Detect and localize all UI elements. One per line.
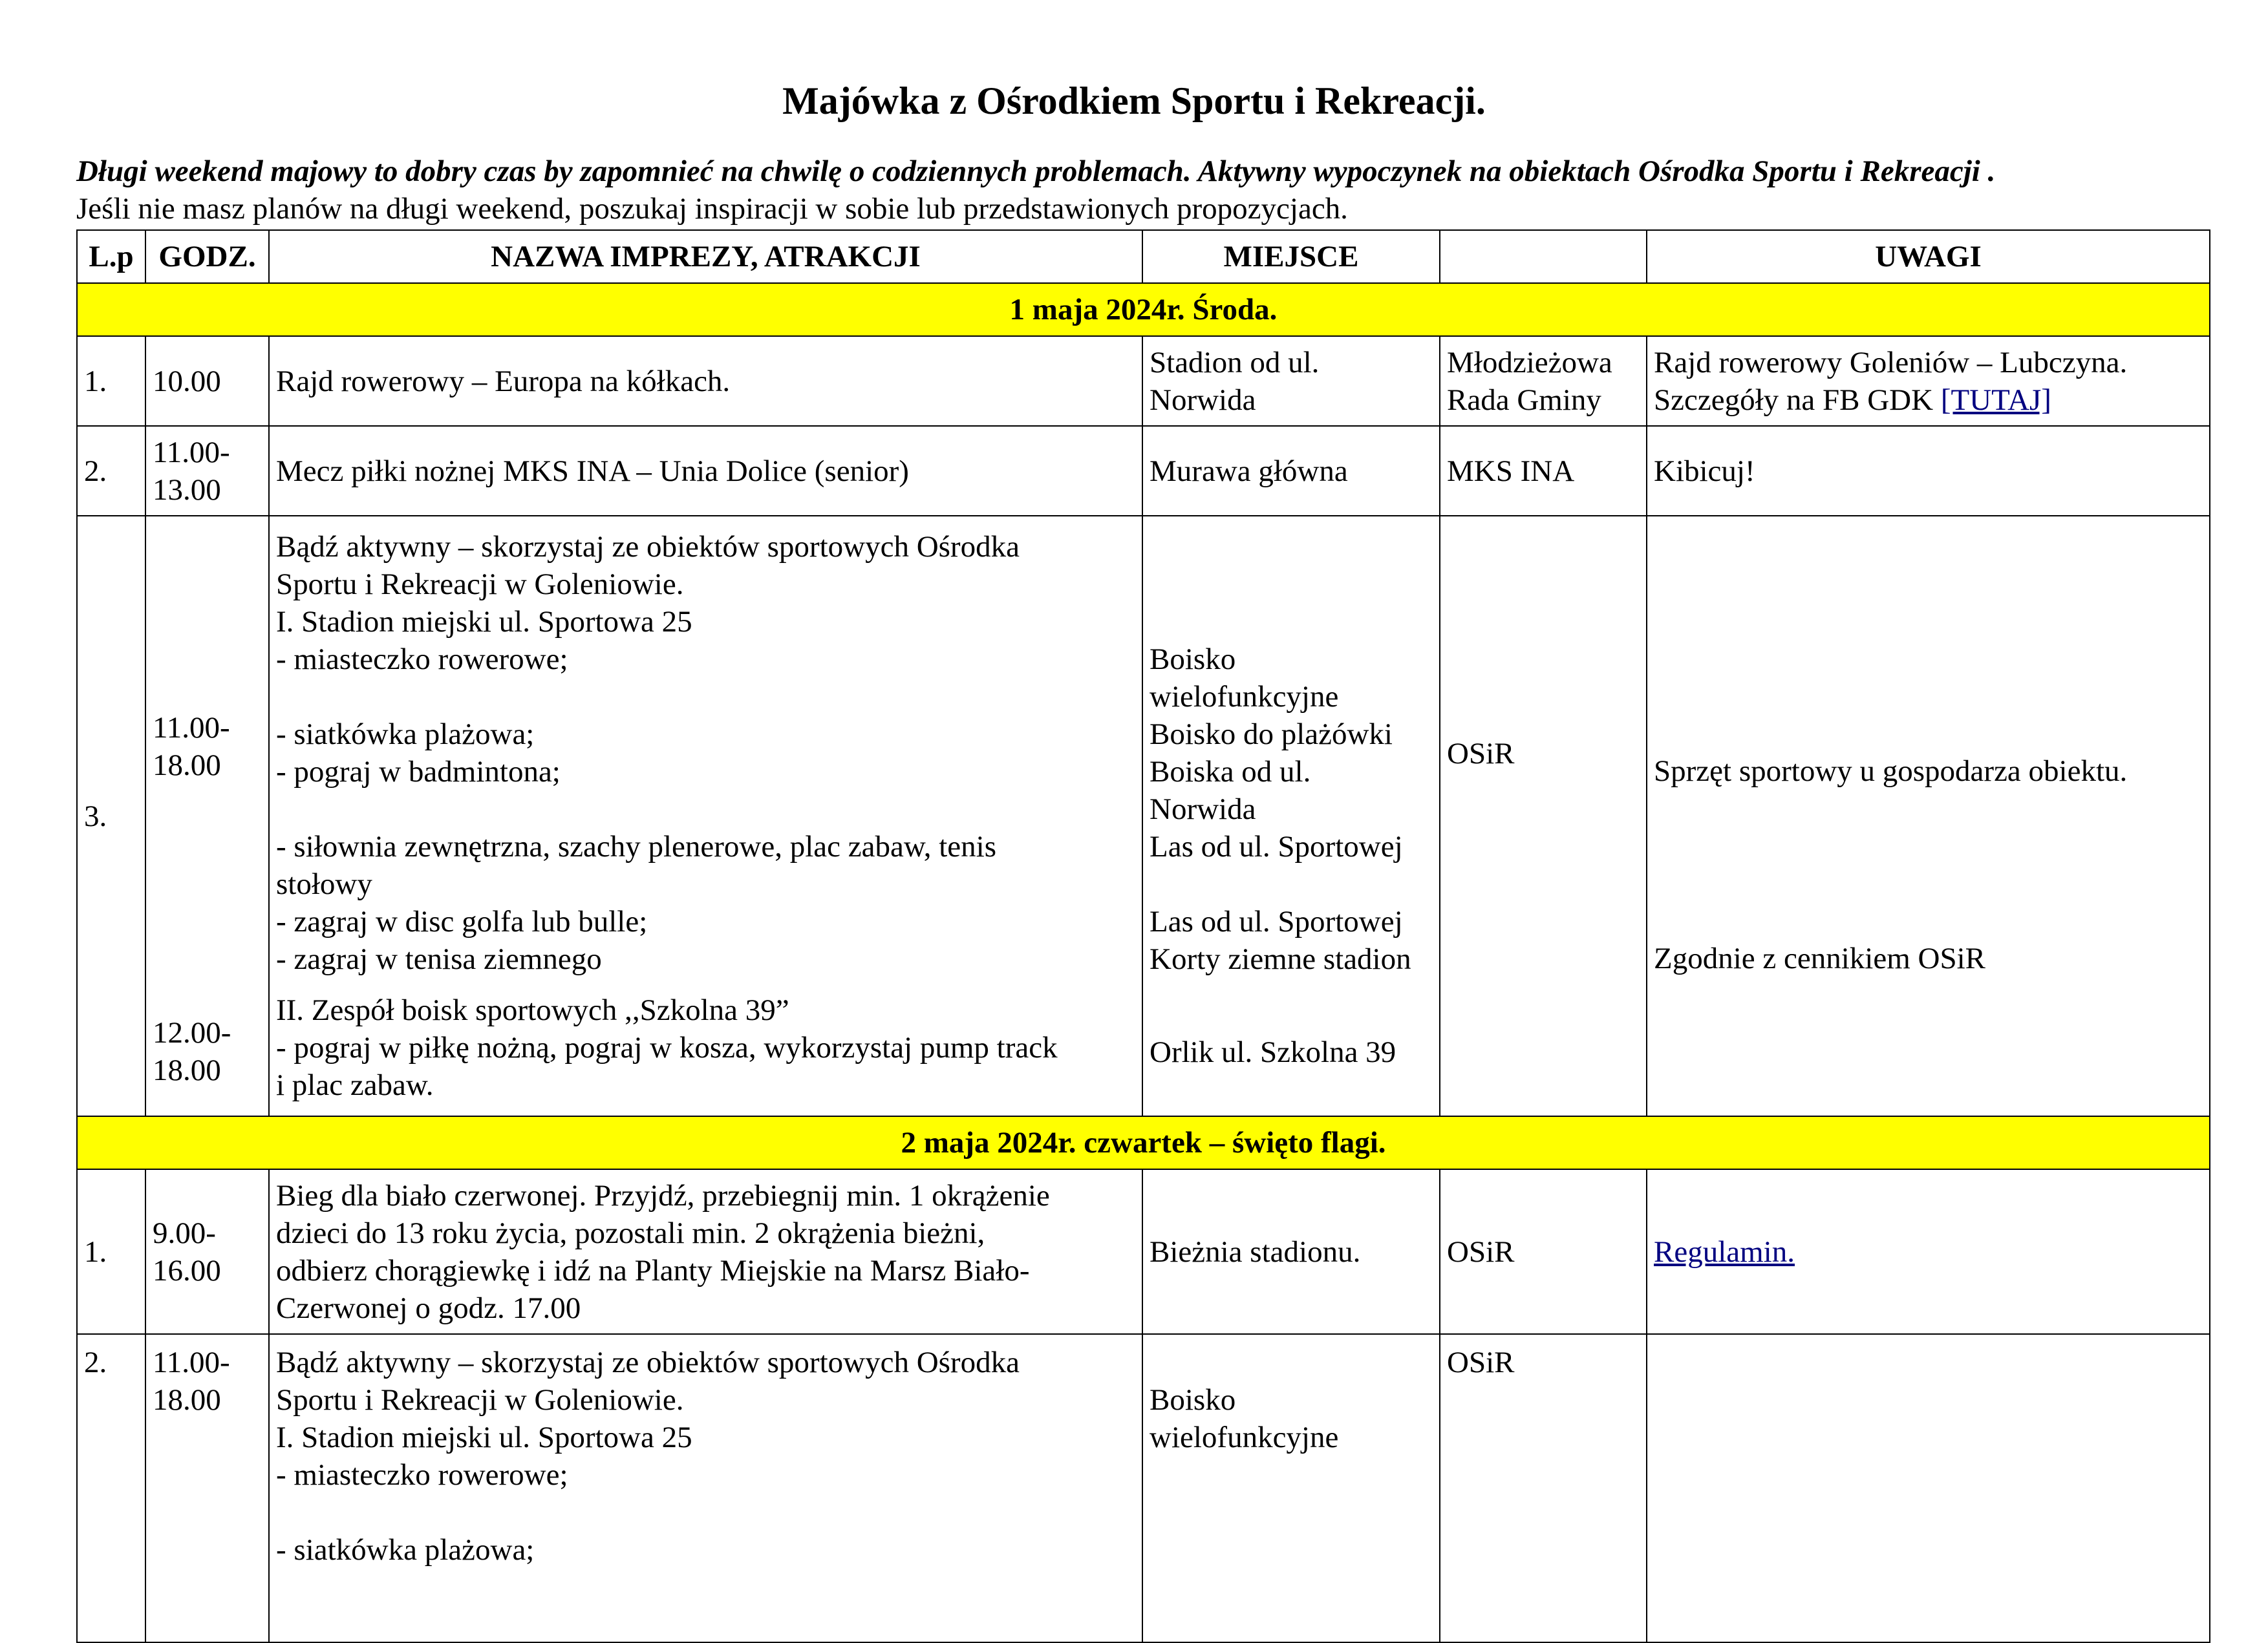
- cell-line: Norwida: [1150, 792, 1256, 826]
- day-row-1: [77, 283, 2210, 336]
- cell-line: dzieci do 13 roku życia, pozostali min. 2 okrążenia bieżni,: [276, 1216, 985, 1250]
- cell-godz: [145, 1169, 269, 1334]
- cell-line: - pograj w piłkę nożną, pograj w kosza, wykorzystaj pump track: [276, 1031, 1058, 1065]
- cell-org: MKS INA: [1440, 426, 1647, 516]
- cell-line: - miasteczko rowerowe;: [276, 642, 568, 676]
- cell-line: 11.00-: [153, 1346, 230, 1379]
- cell-line: odbierz chorągiewkę i idź na Planty Miejskie na Marsz Biało-: [276, 1253, 1030, 1288]
- cell-line: Las od ul. Sportowej: [1150, 830, 1403, 864]
- nazwa-block-b: [276, 991, 1135, 1104]
- cell-line: I. Stadion miejski ul. Sportowa 25: [276, 605, 692, 639]
- day-label: 1 maja 2024r. Środa.: [77, 283, 2210, 336]
- header-miejsce: MIEJSCE: [1142, 230, 1440, 283]
- tutaj-link[interactable]: [TUTAJ]: [1940, 383, 2051, 417]
- cell-line: - siatkówka plażowa;: [276, 1533, 535, 1567]
- cell-nazwa: Rajd rowerowy – Europa na kółkach.: [269, 336, 1142, 426]
- cell-miejsce: [1142, 336, 1440, 426]
- header-lp: L.p: [77, 230, 145, 283]
- cell-org: [1440, 336, 1647, 426]
- header-nazwa: NAZWA IMPREZY, ATRAKCJI: [269, 230, 1142, 283]
- cell-line: 18.00: [153, 748, 221, 782]
- table-row: [77, 426, 2210, 516]
- cell-org: [1440, 516, 1647, 1116]
- cell-org: OSiR: [1440, 1334, 1647, 1642]
- cell-lp: 1.: [77, 336, 145, 426]
- cell-line: OSiR: [1447, 737, 1515, 770]
- cell-line: Rajd rowerowy Goleniów – Lubczyna.: [1654, 345, 2128, 379]
- cell-godz: [145, 1334, 269, 1642]
- cell-nazwa: Mecz piłki nożnej MKS INA – Unia Dolice (senior): [269, 426, 1142, 516]
- cell-line: wielofunkcyjne: [1150, 1421, 1339, 1454]
- cell-godz: 10.00: [145, 336, 269, 426]
- cell-gap: [276, 790, 1135, 828]
- cell-line: i plac zabaw.: [276, 1068, 434, 1102]
- cell-line: 12.00-: [153, 1016, 231, 1050]
- cell-line: 16.00: [153, 1253, 221, 1288]
- cell-nazwa: [269, 516, 1142, 1116]
- cell-line: stołowy: [276, 867, 372, 901]
- cell-line: - siłownia zewnętrzna, szachy plenerowe, plac zabaw, tenis: [276, 830, 997, 864]
- cell-lp: 1.: [77, 1169, 145, 1334]
- cell-line: Sportu i Rekreacji w Goleniowie.: [276, 1383, 684, 1417]
- day-row-2: [77, 1116, 2210, 1169]
- cell-nazwa: [269, 1169, 1142, 1334]
- cell-line: - zagraj w disc golfa lub bulle;: [276, 905, 648, 938]
- cell-line: Młodzieżowa: [1447, 345, 1612, 379]
- cell-line: Bądź aktywny – skorzystaj ze obiektów sportowych Ośrodka: [276, 530, 1020, 564]
- cell-line: 11.00-: [153, 711, 230, 745]
- cell-line: wielofunkcyjne: [1150, 680, 1339, 714]
- cell-line: - miasteczko rowerowe;: [276, 1458, 568, 1492]
- cell-line: [1654, 381, 2203, 419]
- cell-lp: 3.: [77, 516, 145, 1116]
- header-godz: GODZ.: [145, 230, 269, 283]
- cell-nazwa: [269, 1334, 1142, 1642]
- cell-org: OSiR: [1440, 1169, 1647, 1334]
- cell-line: Korty ziemne stadion: [1150, 942, 1411, 976]
- cell-text: Szczegóły na FB GDK: [1654, 383, 1941, 417]
- schedule-table: [76, 229, 2210, 1643]
- cell-lp: 2.: [77, 426, 145, 516]
- cell-line: Las od ul. Sportowej: [1150, 905, 1403, 938]
- cell-line: - siatkówka plażowa;: [276, 717, 535, 751]
- cell-godz: [145, 516, 269, 1116]
- header-org: [1440, 230, 1647, 283]
- cell-line: Boiska od ul.: [1150, 755, 1311, 789]
- table-row: [77, 516, 2210, 1116]
- cell-uwagi: [1647, 516, 2210, 1116]
- cell-line: I. Stadion miejski ul. Sportowa 25: [276, 1421, 692, 1454]
- cell-line: Rada Gminy: [1447, 383, 1601, 417]
- day-label: 2 maja 2024r. czwartek – święto flagi.: [77, 1116, 2210, 1169]
- cell-line: Sportu i Rekreacji w Goleniowie.: [276, 567, 684, 601]
- cell-line: Boisko do plażówki: [1150, 717, 1393, 751]
- cell-gap: [276, 678, 1135, 716]
- page-title: Majówka z Ośrodkiem Sportu i Rekreacji.: [782, 80, 1486, 122]
- nazwa-block-a: [276, 528, 1135, 978]
- intro-lead: Długi weekend majowy to dobry czas by zapomnieć na chwilę o codziennych problemach. Aktywny wypoczynek na obiektach Ośrodka Sportu i Rekreacji .: [76, 154, 1996, 188]
- cell-line: 13.00: [153, 472, 221, 507]
- table-row: [77, 1169, 2210, 1334]
- cell-line: Zgodnie z cennikiem OSiR: [1654, 942, 1985, 975]
- cell-godz: [145, 426, 269, 516]
- cell-line: Orlik ul. Szkolna 39: [1150, 1035, 1396, 1069]
- cell-line: Boisko: [1150, 642, 1236, 676]
- cell-uwagi: Kibicuj!: [1647, 426, 2210, 516]
- intro-sub: Jeśli nie masz planów na długi weekend, poszukaj inspiracji w sobie lub przedstawionych propozycjach.: [76, 192, 1348, 226]
- cell-line: 18.00: [153, 1383, 221, 1417]
- cell-line: 9.00-: [153, 1216, 216, 1250]
- cell-line: Bądź aktywny – skorzystaj ze obiektów sportowych Ośrodka: [276, 1346, 1020, 1379]
- intro-text: [76, 153, 2210, 228]
- cell-gap: [276, 1494, 1135, 1531]
- table-row: [77, 1334, 2210, 1642]
- cell-line: 11.00-: [153, 435, 230, 469]
- cell-miejsce: [1142, 1334, 1440, 1642]
- cell-line: Boisko: [1150, 1383, 1236, 1417]
- cell-gap: [1150, 865, 1433, 903]
- cell-line: - pograj w badmintona;: [276, 755, 561, 789]
- cell-line: II. Zespół boisk sportowych ,,Szkolna 39”: [276, 993, 789, 1027]
- cell-line: Czerwonej o godz. 17.00: [276, 1291, 581, 1325]
- cell-line: 18.00: [153, 1054, 221, 1087]
- header-uwagi: UWAGI: [1647, 230, 2210, 283]
- regulamin-link[interactable]: Regulamin.: [1654, 1235, 1795, 1269]
- cell-line: Norwida: [1150, 383, 1256, 417]
- cell-uwagi: [1647, 1334, 2210, 1642]
- table-row: [77, 336, 2210, 426]
- cell-line: Sprzęt sportowy u gospodarza obiektu.: [1654, 754, 2128, 788]
- cell-line: - zagraj w tenisa ziemnego: [276, 942, 602, 976]
- cell-line: Stadion od ul.: [1150, 345, 1320, 379]
- cell-miejsce: Murawa główna: [1142, 426, 1440, 516]
- cell-lp: 2.: [77, 1334, 145, 1642]
- cell-line: Bieg dla biało czerwonej. Przyjdź, przebiegnij min. 1 okrążenie: [276, 1178, 1050, 1213]
- cell-uwagi: [1647, 336, 2210, 426]
- cell-miejsce: [1142, 516, 1440, 1116]
- cell-miejsce: Bieżnia stadionu.: [1142, 1169, 1440, 1334]
- table-header-row: [77, 230, 2210, 283]
- cell-uwagi: [1647, 1169, 2210, 1334]
